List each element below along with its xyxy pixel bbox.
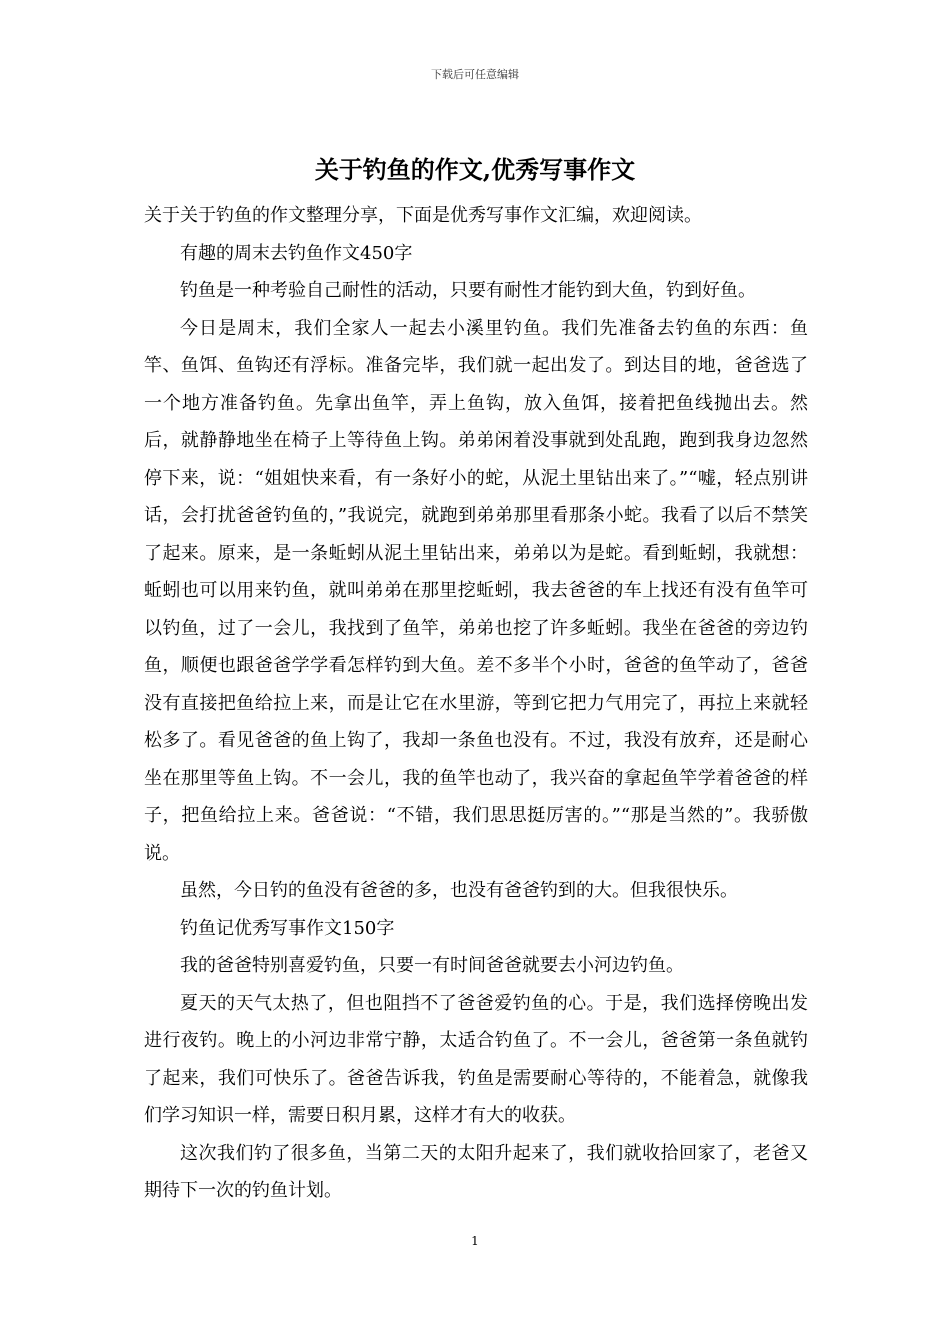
section-heading: 钓鱼记优秀写事作文150字 [180,917,395,939]
body-paragraph: 钓鱼是一种考验自己耐性的活动，只要有耐性才能钓到大鱼，钓到好鱼。 [180,280,756,301]
section-heading: 有趣的周末去钓鱼作文450字 [180,242,413,264]
body-paragraph: 虽然，今日钓的鱼没有爸爸的多，也没有爸爸钓到的大。但我很快乐。 [180,880,738,901]
intro-paragraph: 关于关于钓鱼的作文整理分享，下面是优秀写事作文汇编，欢迎阅读。 [144,205,702,226]
body-paragraph: 今日是周末，我们全家人一起去小溪里钓鱼。我们先准备去钓鱼的东西：鱼竿、鱼饵、鱼钩还有浮标。准备完毕，我们就一起出发了。到达目的地，爸爸选了一个地方准备钓鱼。先拿出鱼竿，弄上鱼钩，放入鱼饵，接着把鱼线抛出去。然后，就静静地坐在椅子上等待鱼上钩。弟弟闲着没事就到处乱跑，跑到我身边忽然停下来，说：“姐姐快来看，有一条好小的蛇，从泥土里钻出来了。”“嘘，轻点别讲话，会打扰爸爸钓鱼的，”我说完，就跑到弟弟那里看那条小蛇。我看了以后不禁笑了起来。原来，是一条蚯蚓从泥土里钻出来，弟弟以为是蛇。看到蚯蚓，我就想：蚯蚓也可以用来钓鱼，就叫弟弟在那里挖蚯蚓，我去爸爸的车上找还有没有鱼竿可以钓鱼，过了一会儿，我找到了鱼竿，弟弟也挖了许多蚯蚓。我坐在爸爸的旁边钓鱼，顺便也跟爸爸学学看怎样钓到大鱼。差不多半个小时，爸爸的鱼竿动了，爸爸没有直接把鱼给拉上来，而是让它在水里游，等到它把力气用完了，再拉上来就轻松多了。看见爸爸的鱼上钩了，我却一条鱼也没有。不过，我没有放弃，还是耐心坐在那里等鱼上钩。不一会儿，我的鱼竿也动了，我兴奋的拿起鱼竿学着爸爸的样子，把鱼给拉上来。爸爸说：“不错，我们思思挺厉害的。”“那是当然的”。我骄傲说。 [144,317,808,864]
body-paragraph: 我的爸爸特别喜爱钓鱼，只要一有时间爸爸就要去小河边钓鱼。 [180,955,684,976]
body-paragraph: 这次我们钓了很多鱼，当第二天的太阳升起来了，我们就收拾回家了，老爸又期待下一次的钓鱼计划。 [144,1142,808,1201]
page-number: 1 [471,1234,479,1248]
document-body [144,197,808,1210]
document-title: 关于钓鱼的作文,优秀写事作文 [314,155,636,184]
header-note: 下载后可任意编辑 [431,68,519,81]
body-paragraph: 夏天的天气太热了，但也阻挡不了爸爸爱钓鱼的心。于是，我们选择傍晚出发进行夜钓。晚上的小河边非常宁静，太适合钓鱼了。不一会儿，爸爸第一条鱼就钓了起来，我们可快乐了。爸爸告诉我，钓鱼是需要耐心等待的，不能着急，就像我们学习知识一样，需要日积月累，这样才有大的收获。 [144,992,808,1126]
